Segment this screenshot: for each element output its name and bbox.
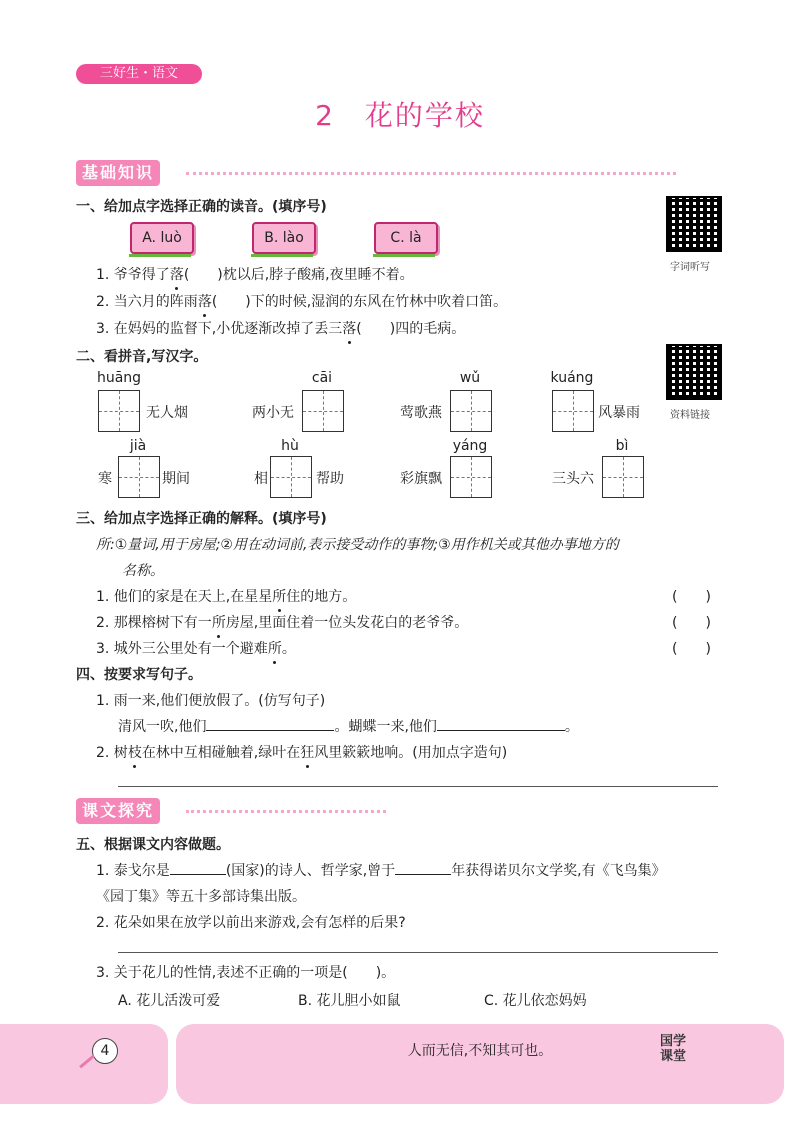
q4-line-3: 2. 树枝在林中互相碰触着,绿叶在狂风里簌簌地响。(用加点字造句) [96,742,507,762]
writing-box[interactable] [602,456,644,498]
blank[interactable] [437,716,565,731]
definition-line-1: 所:①量词,用于房屋;②用在动词前,表示接受动作的事物;③用作机关或其他办事地方的 [96,537,619,553]
series-tag: 三好生・语文 [76,64,202,84]
q3-line-3: 3. 城外三公里处有一个避难所。 [96,638,296,658]
writing-box[interactable] [98,390,140,432]
word-part: 三头六 [552,471,594,487]
qr-code-resources[interactable] [666,344,722,400]
writing-box[interactable] [450,456,492,498]
question-2-title: 二、看拼音,写汉字。 [76,349,208,365]
q5-line-4: 3. 关于花儿的性情,表述不正确的一项是( )。 [96,965,396,981]
question-5-title: 五、根据课文内容做题。 [76,837,230,853]
pinyin: cāi [311,370,333,386]
answer-line[interactable] [118,952,718,953]
word-part: 两小无 [252,405,294,421]
q1-line-1: 1. 爷爷得了落( )枕以后,脖子酸痛,夜里睡不着。 [96,264,414,284]
choice-b: B. 花儿胆小如鼠 [298,993,401,1009]
answer-paren[interactable]: ( ) [672,589,711,605]
option-b: B. lào [252,222,316,254]
grass-decoration [129,246,191,257]
footer-quote: 人而无信,不知其可也。 [407,1043,553,1059]
blank[interactable] [206,716,334,731]
choice-c: C. 花儿依恋妈妈 [484,993,587,1009]
qr-label-dictation: 字词听写 [670,262,710,273]
q3-line-2: 2. 那棵榕树下有一所房屋,里面住着一位头发花白的老爷爷。 [96,612,468,632]
word-part: 相 [254,471,268,487]
footer-right-panel [176,1024,784,1104]
section-divider [186,172,676,175]
q5-line-2: 《园丁集》等五十多部诗集出版。 [96,889,306,905]
qr-label-resources: 资料链接 [670,410,710,421]
writing-box[interactable] [450,390,492,432]
writing-box[interactable] [118,456,160,498]
word-part: 莺歌燕 [400,405,442,421]
answer-paren[interactable]: ( ) [672,641,711,657]
pinyin: yáng [452,438,488,454]
word-part: 彩旗飘 [400,471,442,487]
q3-line-1: 1. 他们的家是在天上,在星星所住的地方。 [96,586,356,606]
page-number: 4 [92,1038,118,1064]
question-4-title: 四、按要求写句子。 [76,667,202,683]
pinyin: hù [281,438,299,454]
definition-line-2: 名称。 [122,563,164,579]
blank[interactable] [395,860,451,875]
blank[interactable] [170,860,226,875]
word-part: 期间 [162,471,190,487]
qr-code-dictation[interactable] [666,196,722,252]
q5-line-1: 1. 泰戈尔是 (国家)的诗人、哲学家,曾于 年获得诺贝尔文学奖,有《飞鸟集》 [96,860,666,880]
grass-decoration [373,246,435,257]
word-part: 风暴雨 [598,405,640,421]
writing-box[interactable] [270,456,312,498]
option-a: A. luò [130,222,194,254]
q1-line-3: 3. 在妈妈的监督下,小优逐渐改掉了丢三落( )四的毛病。 [96,318,465,338]
choice-a: A. 花儿活泼可爱 [118,993,221,1009]
pinyin: jià [129,438,147,454]
pinyin: kuáng [550,370,594,386]
section-badge-text-study: 课文探究 [76,798,160,824]
section-badge-basics: 基础知识 [76,160,160,186]
q5-line-3: 2. 花朵如果在放学以前出来游戏,会有怎样的后果? [96,915,406,931]
pinyin: wǔ [459,370,481,386]
question-1-title: 一、给加点字选择正确的读音。(填序号) [76,199,327,215]
question-3-title: 三、给加点字选择正确的解释。(填序号) [76,511,327,527]
page-title: 2 花的学校 [315,99,485,132]
option-c: C. là [374,222,438,254]
grass-decoration [251,246,313,257]
q4-line-2: 清风一吹,他们 。蝴蝶一来,他们 。 [118,716,579,736]
section-divider [186,810,386,813]
q4-line-1: 1. 雨一来,他们便放假了。(仿写句子) [96,693,326,709]
pinyin: huāng [96,370,142,386]
pinyin: bì [615,438,629,454]
word-part: 帮助 [316,471,344,487]
writing-box[interactable] [552,390,594,432]
writing-box[interactable] [302,390,344,432]
q1-line-2: 2. 当六月的阵雨落( )下的时候,湿润的东风在竹林中吹着口笛。 [96,291,507,311]
answer-line[interactable] [118,786,718,787]
footer-brand: 国学 课堂 [660,1034,687,1064]
word-part: 无人烟 [146,405,188,421]
word-part: 寒 [98,471,112,487]
answer-paren[interactable]: ( ) [672,615,711,631]
